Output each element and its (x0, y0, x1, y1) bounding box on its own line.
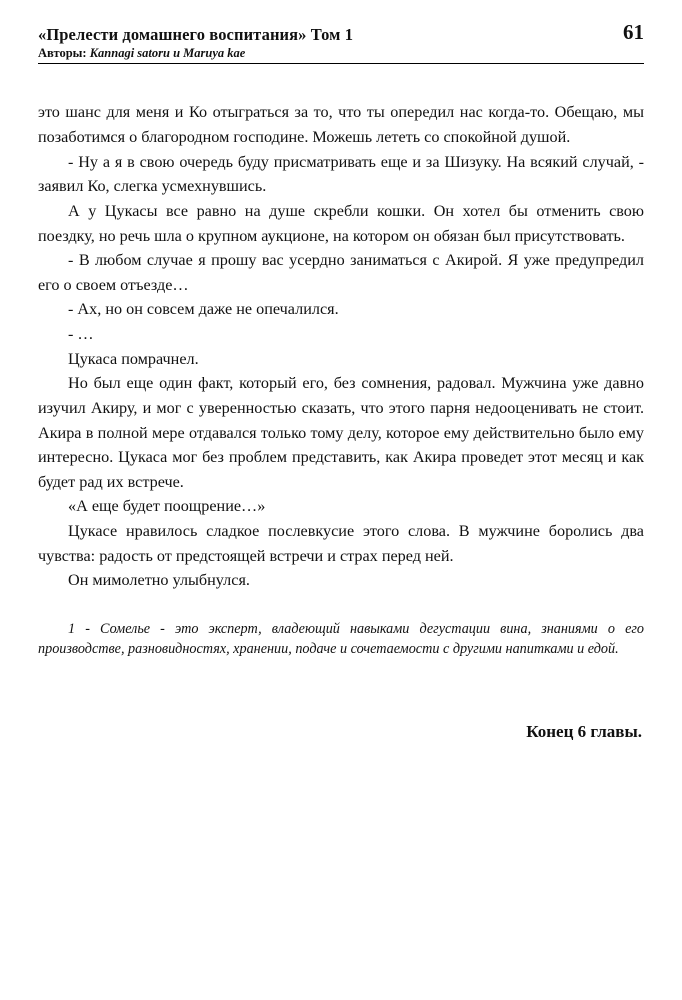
paragraph: - … (68, 325, 94, 343)
paragraph: - В любом случае я прошу вас усердно заниматься с Акирой. Я уже предупредил его о своем отъезде… (38, 251, 644, 294)
chapter-end-label: Конец 6 главы. (526, 722, 642, 742)
authors-line (38, 46, 644, 60)
page-header (38, 22, 644, 64)
paragraph: Но был еще один факт, который его, без сомнения, радовал. Мужчина уже давно изучил Акиру, и мог с уверенностью сказать, что этого парня недооценивать не стоит. Акира в полной мере отдавался только тому делу, которое ему действительно было ему интересно. Цукаса мог без проблем представить, как Акира проведет этот месяц и как будет рад их встрече. (38, 374, 644, 491)
page-number: 61 (623, 20, 644, 44)
paragraph: А у Цукасы все равно на душе скребли кошки. Он хотел бы отменить свою поездку, но речь шла о крупном аукционе, на котором он обязан был присутствовать. (38, 201, 644, 245)
paragraph: это шанс для меня и Ко отыграться за то, что ты опередил нас когда-то. Обещаю, мы позаботимся о благородном господине. Можешь лететь со спокойной душой. (38, 103, 644, 146)
footnote (38, 619, 644, 660)
paragraph: Он мимолетно улыбнулся. (68, 571, 250, 590)
book-title: «Прелести домашнего воспитания» Том 1 (38, 24, 354, 44)
paragraph: Цукаса помрачнел. (68, 349, 199, 368)
paragraph: Цукасе нравилось сладкое послевкусие этого слова. В мужчине боролись два чувства: радость от предстоящей встречи и страх перед ней. (38, 522, 644, 565)
body-text (38, 100, 644, 593)
footnote-text: 1 - Сомелье - это эксперт, владеющий навыками дегустации вина, знаниями о его производстве, разновидностях, хранении, подаче и сочетаемости с другими напитками и едой. (38, 620, 644, 658)
paragraph: - Ну а я в свою очередь буду присматривать еще и за Шизуку. На всякий случай, - заявил Ко, слегка усмехнувшись. (38, 152, 644, 196)
header-divider (38, 63, 644, 64)
paragraph: - Ах, но он совсем даже не опечалился. (68, 300, 339, 319)
header-title-row (38, 22, 644, 44)
paragraph: «А еще будет поощрение…» (68, 497, 266, 516)
authors-names: Kannagi satoru и Maruya kae (89, 46, 246, 60)
authors-prefix: Авторы: (38, 46, 90, 60)
